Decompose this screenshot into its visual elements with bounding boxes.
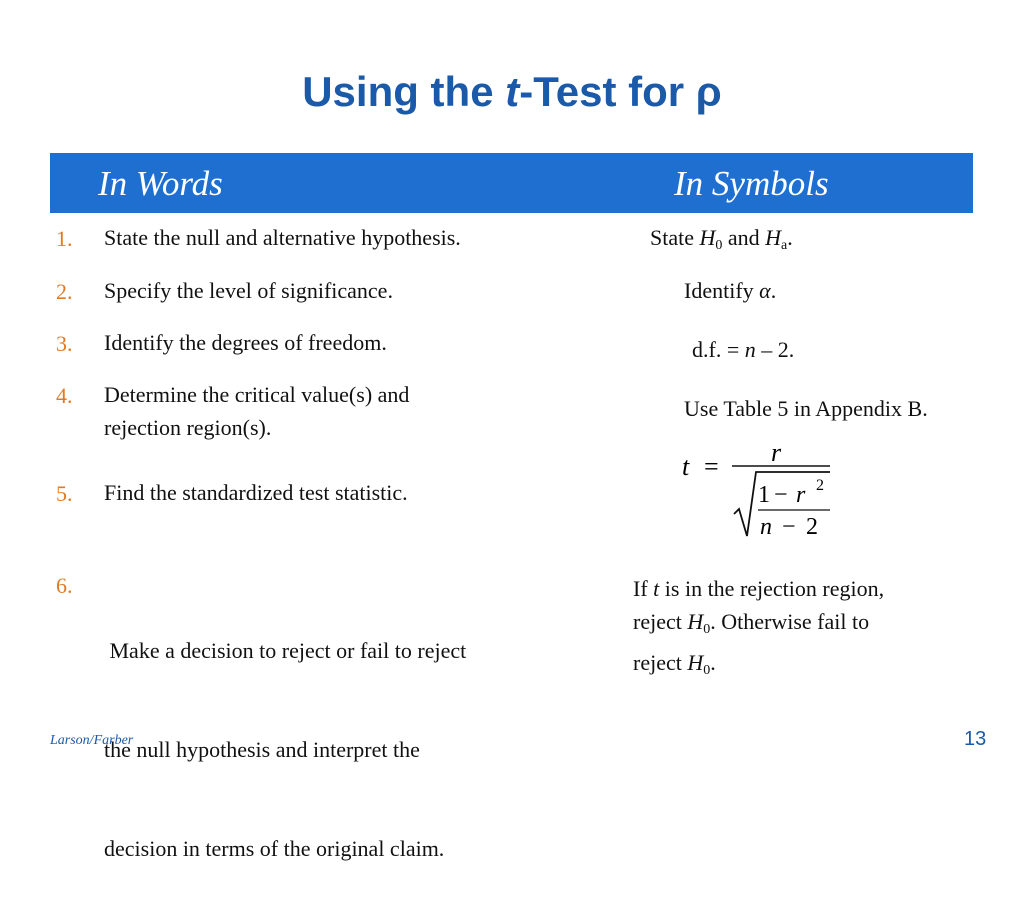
title-rho: ρ xyxy=(695,68,722,115)
page-number: 13 xyxy=(964,728,987,750)
step-number-2: 2. xyxy=(56,279,73,304)
step-6-text: Make a decision to reject or fail to reject the null hypothesis and interpret the decision in terms of the original claim. xyxy=(104,638,467,861)
step-number-6: 6. xyxy=(56,573,73,598)
header-in-symbols: In Symbols xyxy=(674,164,829,203)
title-t: t xyxy=(505,68,520,115)
formula-minus: − xyxy=(774,482,788,508)
step-number-1: 1. xyxy=(56,226,73,251)
formula-minus-2: − xyxy=(782,514,796,540)
title-text-2: -Test for xyxy=(519,68,696,115)
step-number-5: 5. xyxy=(56,481,73,506)
step-number-3: 3. xyxy=(56,331,73,356)
slide-title xyxy=(0,68,1024,116)
formula-equals: = xyxy=(704,452,719,481)
step-3-text: Identify the degrees of freedom. xyxy=(104,330,387,355)
formula-numerator-r: r xyxy=(771,438,782,467)
step-1-symbol: State $H_0$ and $H_a$. xyxy=(650,225,793,253)
step-3-symbol: d.f. = n – 2. xyxy=(692,337,795,362)
formula-r: r xyxy=(796,482,806,508)
formula-one: 1 xyxy=(758,482,770,508)
header-in-words: In Words xyxy=(98,164,223,203)
step-2-symbol: Identify α. xyxy=(684,278,777,303)
step-4-symbol: Use Table 5 in Appendix B. xyxy=(684,396,928,421)
step-number-4: 4. xyxy=(56,383,73,408)
formula-n: n xyxy=(760,514,772,540)
step-4-text: Determine the critical value(s) and rejection region(s). xyxy=(104,382,410,440)
footer-author: Larson/Farber xyxy=(50,733,134,748)
step-2-text: Specify the level of significance. xyxy=(104,278,393,303)
step-1-text: State the null and alternative hypothesis. xyxy=(104,225,461,250)
formula-t: t xyxy=(682,452,690,481)
test-statistic-formula xyxy=(678,436,838,546)
title-text: Using the xyxy=(302,68,506,115)
step-6-symbol: If t is in the rejection region, reject $H_0$. Otherwise fail to reject $H_0$. xyxy=(633,576,885,678)
step-5-text: Find the standardized test statistic. xyxy=(104,480,408,505)
formula-two: 2 xyxy=(806,514,818,540)
formula-squared: 2 xyxy=(816,477,824,494)
